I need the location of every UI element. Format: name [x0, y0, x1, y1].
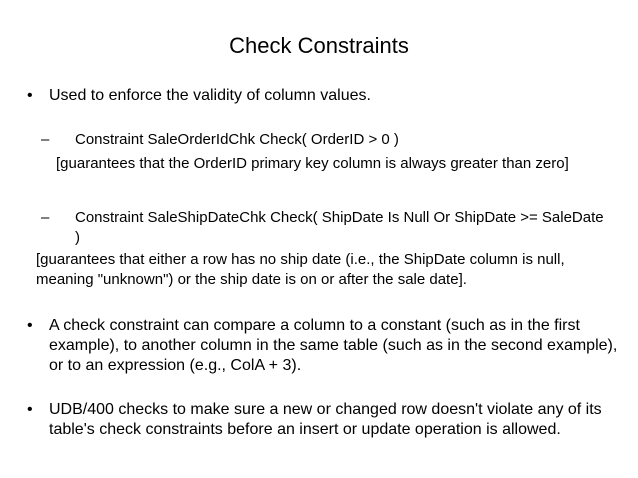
bullet-text: Used to enforce the validity of column values.	[49, 87, 371, 104]
slide-title: Check Constraints	[229, 33, 409, 58]
bullet-text: A check constraint can compare a column to a constant (such as in the first example), to another column in the same table (such as in the second example), or to an expression (e.g., ColA + 3).	[49, 317, 618, 374]
bullet-icon: •	[27, 87, 33, 104]
dash-icon: –	[41, 209, 50, 226]
sub-bullet-note: [guarantees that either a row has no ship date (i.e., the ShipDate column is null, meaning "unknown") or the ship date is on or after the sale date].	[36, 251, 565, 288]
bullet-icon: •	[27, 401, 33, 418]
bullet-text: UDB/400 checks to make sure a new or changed row doesn't violate any of its table's check constraints before an insert or update operation is allowed.	[49, 401, 602, 438]
sub-bullet-text: Constraint SaleOrderIdChk Check( OrderID > 0 )	[75, 131, 399, 148]
sub-bullet-text: Constraint SaleShipDateChk Check( ShipDate Is Null Or ShipDate >= SaleDate )	[75, 209, 604, 246]
dash-icon: –	[41, 131, 50, 148]
sub-bullet-note: [guarantees that the OrderID primary key column is always greater than zero]	[56, 155, 569, 172]
bullet-icon: •	[27, 317, 33, 334]
